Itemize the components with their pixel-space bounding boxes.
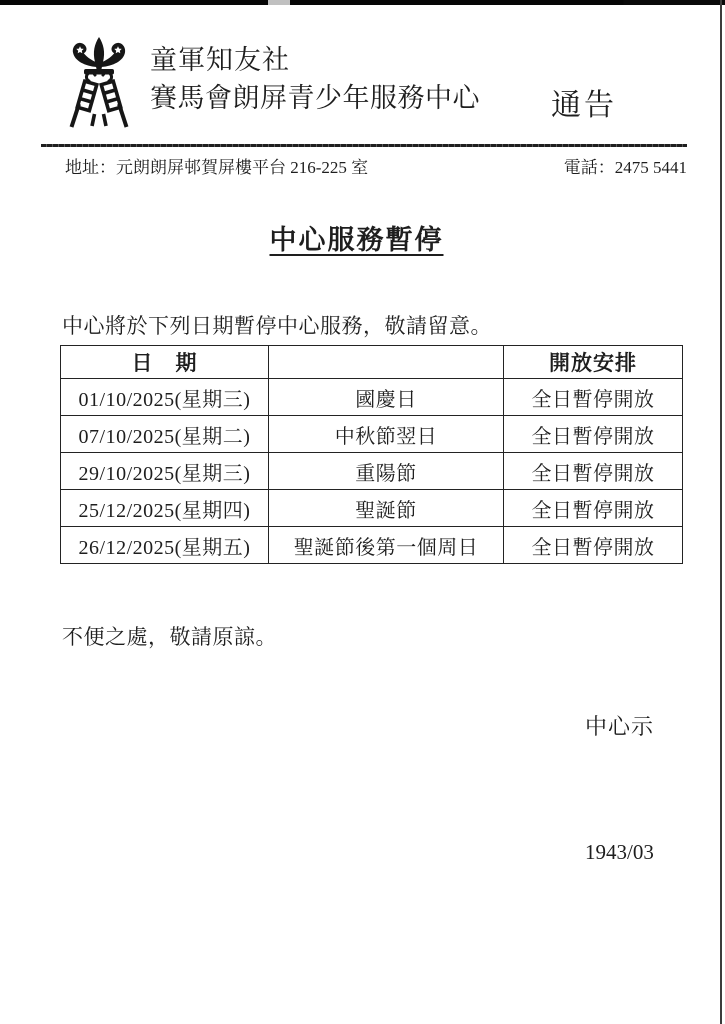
table-row: [61, 416, 683, 453]
cell-date: 29/10/2025(星期三): [61, 453, 269, 490]
cell-occasion: 聖誕節: [269, 490, 504, 527]
cell-arrangement: 全日暫停開放: [504, 416, 683, 453]
cell-arrangement: 全日暫停開放: [504, 379, 683, 416]
signoff-text: 中心示: [585, 714, 655, 739]
suspension-dates-table: [60, 345, 683, 564]
org-name-line1: 童軍知友社: [150, 45, 290, 75]
cell-occasion: 聖誕節後第一個周日: [269, 527, 504, 564]
table-header-row: [61, 346, 683, 379]
cell-date: 26/12/2025(星期五): [61, 527, 269, 564]
cell-occasion: 國慶日: [269, 379, 504, 416]
cell-arrangement: 全日暫停開放: [504, 490, 683, 527]
reference-number: 1943/03: [585, 840, 654, 864]
contact-info-row: [65, 153, 687, 178]
table-row: [61, 490, 683, 527]
header-arrangement: 開放安排: [504, 346, 683, 379]
phone-text: 電話：2475 5441: [563, 158, 687, 177]
scan-right-edge-artifact: [720, 0, 722, 1024]
header-date: 日 期: [61, 346, 269, 379]
closing-text: 不便之處，敬請原諒。: [62, 625, 277, 649]
doc-type-label: 通告: [551, 89, 617, 122]
scan-top-edge-artifact: [0, 0, 725, 5]
org-name-line2: 賽馬會朗屏青少年服務中心: [150, 83, 480, 113]
table-row: [61, 379, 683, 416]
intro-text: 中心將於下列日期暫停中心服務，敬請留意。: [62, 314, 492, 338]
cell-arrangement: 全日暫停開放: [504, 527, 683, 564]
cell-date: 07/10/2025(星期二): [61, 416, 269, 453]
cell-arrangement: 全日暫停開放: [504, 453, 683, 490]
header-occasion: [269, 346, 504, 379]
cell-occasion: 重陽節: [269, 453, 504, 490]
address-text: 地址：元朗朗屏邨賀屏樓平台 216-225 室: [65, 158, 369, 177]
notice-title: 中心服務暫停: [269, 225, 444, 255]
table-row: [61, 453, 683, 490]
cell-date: 25/12/2025(星期四): [61, 490, 269, 527]
scout-fleur-de-lis-emblem-icon: [68, 36, 130, 130]
table-row: [61, 527, 683, 564]
cell-occasion: 中秋節翌日: [269, 416, 504, 453]
header-divider-line: [41, 144, 687, 147]
cell-date: 01/10/2025(星期三): [61, 379, 269, 416]
